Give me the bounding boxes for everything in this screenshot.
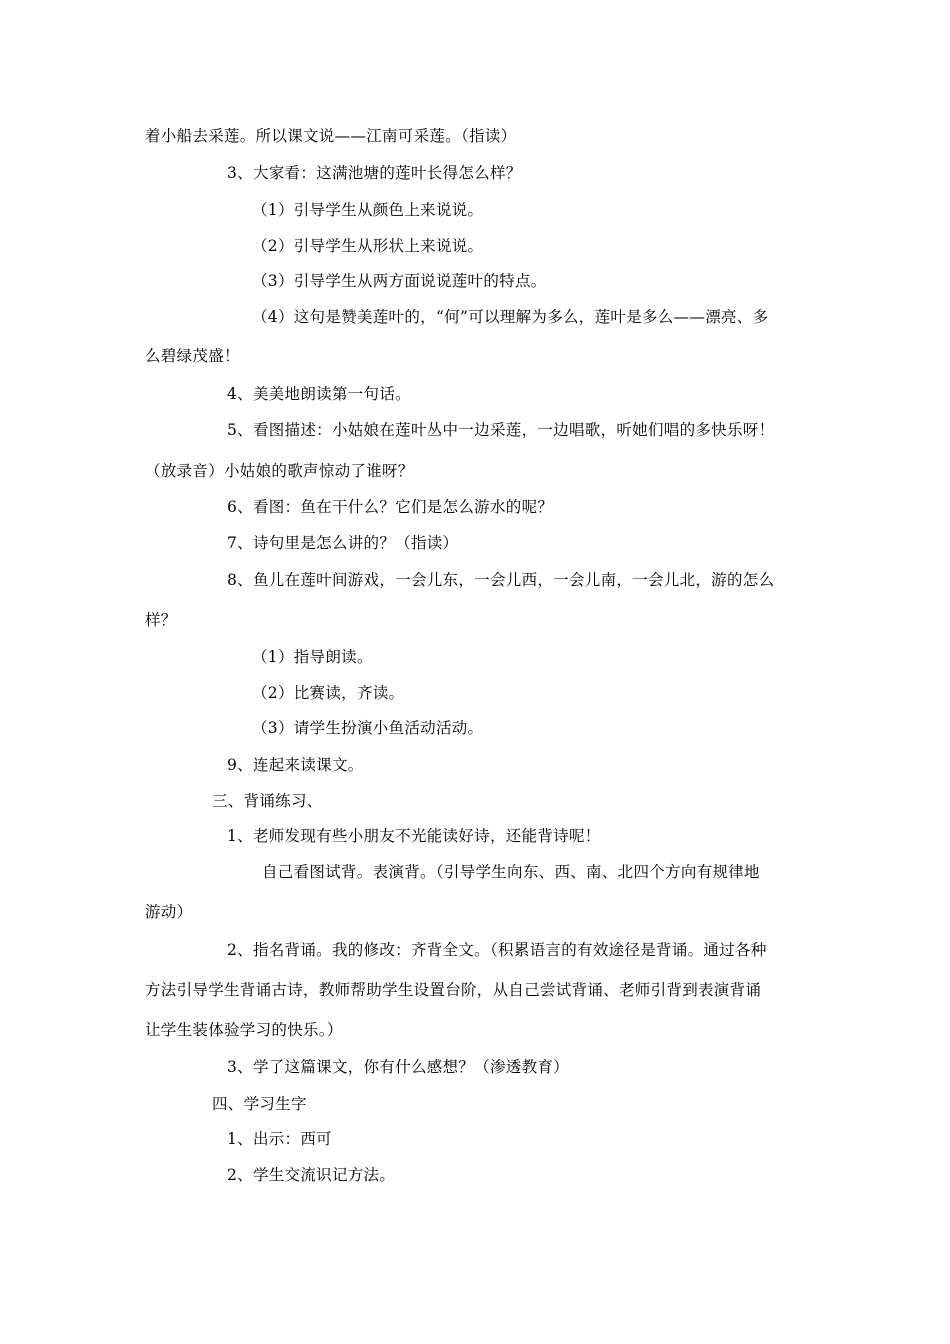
text-line: 自己看图试背。表演背。（引导学生向东、西、南、北四个方向有规律地 (262, 863, 760, 881)
text-line: 5、看图描述：小姑娘在莲叶丛中一边采莲，一边唱歌，听她们唱的多快乐呀！ (227, 421, 775, 439)
text-line: 7、诗句里是怎么讲的？（指读） (227, 534, 459, 552)
text-line: 1、老师发现有些小朋友不光能读好诗，还能背诗呢！ (227, 827, 601, 845)
section-heading: 三、背诵练习、 (212, 792, 323, 810)
text-line: 8、鱼儿在莲叶间游戏，一会儿东，一会儿西，一会儿南，一会儿北，游的怎么 (227, 571, 775, 589)
text-line: （3）引导学生从两方面说说莲叶的特点。 (252, 272, 547, 290)
text-line: （1）引导学生从颜色上来说说。 (252, 201, 484, 219)
text-line: 2、指名背诵。我的修改：齐背全文。（积累语言的有效途径是背诵。通过各种 (227, 941, 767, 959)
text-line: 么碧绿茂盛！ (145, 347, 240, 365)
text-line: 4、美美地朗读第一句话。 (227, 385, 411, 403)
text-line: 游动） (145, 903, 193, 921)
section-heading: 四、学习生字 (212, 1095, 307, 1113)
text-line: 3、大家看：这满池塘的莲叶长得怎么样？ (227, 164, 522, 182)
text-line: 3、学了这篇课文，你有什么感想？（渗透教育） (227, 1058, 569, 1076)
text-line: 1、出示：西可 (227, 1130, 332, 1148)
text-line: 着小船去采莲。所以课文说——江南可采莲。（指读） (145, 127, 517, 145)
text-line: （2）引导学生从形状上来说说。 (252, 237, 484, 255)
text-line: （放录音）小姑娘的歌声惊动了谁呀？ (145, 462, 414, 480)
text-line: 样？ (145, 611, 177, 629)
text-line: （4）这句是赞美莲叶的，“何”可以理解为多么，莲叶是多么——漂亮、多 (252, 308, 769, 326)
text-line: （2）比赛读，齐读。 (252, 684, 405, 702)
text-line: 9、连起来读课文。 (227, 756, 364, 774)
text-line: 6、看图：鱼在干什么？它们是怎么游水的呢？ (227, 498, 554, 516)
text-line: 让学生装体验学习的快乐。） (145, 1021, 343, 1039)
text-line: 方法引导学生背诵古诗，教师帮助学生设置台阶，从自己尝试背诵、老师引背到表演背诵 (145, 981, 762, 999)
text-line: （3）请学生扮演小鱼活动活动。 (252, 719, 484, 737)
text-line: 2、学生交流识记方法。 (227, 1166, 396, 1184)
text-line: （1）指导朗读。 (252, 648, 373, 666)
